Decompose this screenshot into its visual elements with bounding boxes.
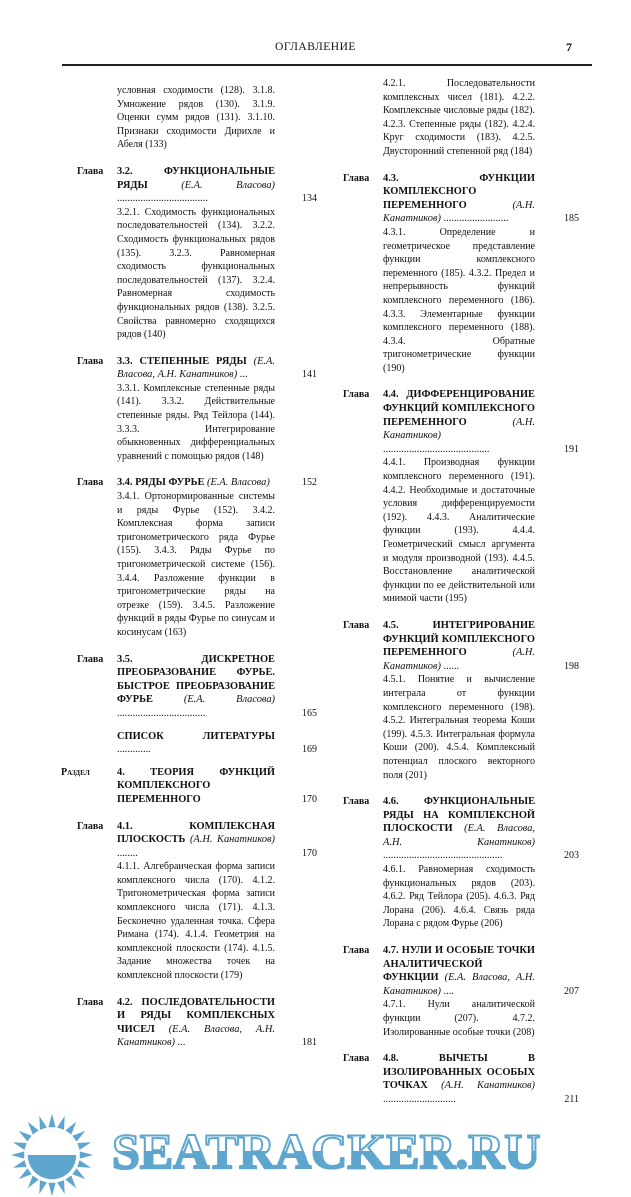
sun-ray [57, 1180, 65, 1194]
toc-entry-title: 4.6. ФУНКЦИОНАЛЬНЫЕ РЯДЫ НА КОМПЛЕКСНОЙ ПЛОСКОСТИ [383, 796, 535, 835]
dot-leader: .............................................. [383, 850, 503, 862]
toc-entry-details: условная сходимости (128). 3.1.8. Умножение рядов (130). 3.1.9. Оценки сумм рядов (131). 3.1.10. Признаки сходимости Дирихле и Абеля (133) [117, 85, 275, 151]
toc-entry [61, 766, 317, 807]
page-number: 7 [566, 40, 572, 54]
sun-ray [65, 1175, 76, 1188]
toc-entry-heading [383, 944, 579, 998]
toc-entry-label: Глава [77, 355, 104, 367]
sun-ray [77, 1142, 91, 1150]
watermark [0, 1123, 631, 1179]
toc-entry-page: 211 [564, 1093, 579, 1105]
toc-entry-authors: (А.Н. Канатников) [383, 199, 535, 225]
toc-entry-heading [383, 172, 579, 226]
dot-leader: ............................ [383, 1093, 456, 1105]
toc-entry-label: Раздел [61, 766, 90, 778]
dot-leader: ... [239, 369, 248, 381]
toc-entry [343, 388, 579, 606]
sun-ray [13, 1142, 27, 1150]
toc-entry-details: 4.3.1. Определение и геометрическое представление функции комплексного переменного (185). 4.3.2. Предел и непрерывность функций комплексного переменного (186). 4.3.3. Элементарные функции комплексного переменного (188). 4.3.4. Обратные тригонометрические функции (190) [383, 226, 535, 374]
toc-entry-page: 141 [302, 369, 317, 381]
sun-ray [19, 1131, 32, 1142]
toc-entry-details: 3.2.1. Сходимость функциональных последовательностей (134). 3.2.2. Сходимость функциональных рядов (135). 3.2.3. Равномерная сходимость функциональных последовательностей (137). 3.2.4. Равномерная сходимость функциональных рядов (138). 3.2.5. Свойства равномерно сходящихся рядов (140) [117, 206, 275, 341]
toc-entry-page: 152 [302, 477, 317, 489]
toc-entry-authors: (Е.А. Власова, А.Н. Канатников) [383, 823, 535, 848]
toc-entry-label: Глава [343, 1053, 370, 1065]
toc-entry-label: Глава [343, 619, 370, 631]
toc-entry-page: 198 [564, 660, 579, 672]
sun-ray [57, 1116, 65, 1130]
dot-leader: ........ [117, 847, 138, 859]
toc-entry-page: 203 [564, 850, 579, 862]
toc-right-column [343, 77, 579, 1107]
toc-entry-page: 170 [302, 847, 317, 859]
toc-entry-heading [117, 996, 317, 1050]
toc-entry-heading [117, 355, 317, 382]
sun-ray [28, 1122, 39, 1135]
toc-entry-heading [383, 1052, 579, 1106]
toc-entry-page: 181 [302, 1037, 317, 1049]
sun-ray [39, 1180, 47, 1194]
toc-entry [343, 795, 579, 931]
toc-entry-label: Глава [77, 820, 104, 832]
toc-entry-authors: (Е.А. Власова, А.Н. Канатников) [383, 972, 535, 997]
toc-entry-title: 3.4. РЯДЫ ФУРЬЕ [117, 477, 205, 489]
toc-entry-authors: (А.Н. Канатников) [383, 647, 535, 672]
toc-entry-heading [117, 165, 317, 206]
toc-entry-page: 185 [564, 213, 579, 225]
toc-entry-heading [383, 619, 579, 673]
toc-entry-label: Глава [77, 165, 104, 177]
toc-entry-label: Глава [343, 172, 370, 184]
toc-entry-title: 4.3. ФУНКЦИИ КОМПЛЕКСНОГО ПЕРЕМЕННОГО [383, 172, 535, 211]
toc-entry-authors: (А.Н. Канатников) [189, 834, 275, 846]
toc-entry-label: Глава [343, 389, 370, 401]
sun-icon [0, 1113, 104, 1197]
toc-entry-page: 169 [302, 744, 317, 756]
toc-entry-authors: (А.Н. Канатников) [383, 416, 535, 442]
toc-entry-page: 170 [302, 793, 317, 805]
toc-entry-details: 3.3.1. Комплексные степенные ряды (141). 3.3.2. Действительные степенные ряды. Ряд Тейлора (144). 3.3.3. Интегрирование обыкновенных дифференциальных уравнений с помощью рядов (148) [117, 382, 275, 462]
toc-entry-heading [117, 820, 317, 861]
watermark-text: SEATRACKER.RU [112, 1123, 541, 1179]
toc-entry-label: Глава [343, 945, 370, 957]
toc-entry-heading [117, 730, 317, 757]
toc-entry-title: 4.8. ВЫЧЕТЫ В ИЗОЛИРОВАННЫХ ОСОБЫХ ТОЧКАХ [383, 1053, 535, 1092]
toc-entry-page: 134 [302, 193, 317, 205]
toc-entry-title: 4. ТЕОРИЯ ФУНКЦИЙ КОМПЛЕКСНОГО ПЕРЕМЕННОГО [117, 766, 275, 805]
toc-entry-details: 3.4.1. Ортонормированные системы и ряды Фурье (152). 3.4.2. Комплексная форма записи тригонометрического ряда Фурье (155). 3.4.3. Ряды Фурье по тригонометрической системе (156). 3.4.4. Разложение функции в тригонометрические ряды на отрезке (159). 3.4.5. Разложение функций в ряды Фурье по синусам и косинусам (163) [117, 491, 275, 638]
toc-entry-authors: (А.Н. Канатников) [441, 1080, 535, 1092]
toc-entry [343, 944, 579, 1039]
sun-ray [80, 1151, 93, 1158]
toc-entry-details: 4.4.1. Производная функции комплексного переменного (191). 4.4.2. Необходимые и достаточные условия дифференцируемости (192). 4.4.3. Аналитические функции (193). 4.4.4. Геометрический смысл аргумента и модуля производной (193). 4.4.5. Восстановление аналитической функции по ее действительной или мнимой части (195) [383, 457, 535, 605]
toc-entry-title: 3.5. ДИСКРЕТНОЕ ПРЕОБРАЗОВАНИЕ ФУРЬЕ. БЫСТРОЕ ПРЕОБРАЗОВАНИЕ ФУРЬЕ [117, 653, 275, 706]
toc-entry-title: 4.2. ПОСЛЕДОВАТЕЛЬНОСТИ И РЯДЫ КОМПЛЕКСНЫХ ЧИСЕЛ [117, 996, 275, 1035]
toc-entry-title: 3.2. ФУНКЦИОНАЛЬНЫЕ РЯДЫ [117, 165, 275, 191]
toc-entry [77, 820, 317, 983]
sun-ray [19, 1168, 32, 1179]
dot-leader: .... [443, 985, 454, 997]
toc-entry [117, 730, 317, 757]
toc-entry-authors: (Е.А. Власова, А.Н. Канатников) [117, 1023, 275, 1049]
sun-ray [39, 1116, 47, 1130]
toc-entry-details: 4.5.1. Понятие и вычисление интеграла от функции комплексного переменного (198). 4.5.2. Интегральная теорема Коши (199). 4.5.3. Интегральная формула Коши (200). 4.5.4. Комплексный потенциал плоского векторного поля (201) [383, 674, 535, 781]
toc-entry-label: Глава [343, 796, 370, 808]
toc-entry-title: 4.5. ИНТЕГРИРОВАНИЕ ФУНКЦИЙ КОМПЛЕКСНОГО ПЕРЕМЕННОГО [383, 619, 535, 659]
toc-entry-authors: (Е.А. Власова) [183, 694, 275, 706]
toc-entry-heading [117, 476, 317, 490]
toc-left-column [61, 84, 317, 1050]
toc-entry-page: 207 [564, 985, 579, 997]
sun-ray [48, 1114, 55, 1127]
toc-entry-page: 165 [302, 707, 317, 719]
sun-ray [11, 1151, 24, 1158]
dot-leader: ................................... [117, 193, 208, 205]
toc-entry-title: 3.3. СТЕПЕННЫЕ РЯДЫ [117, 355, 247, 367]
sun-ray [28, 1175, 39, 1188]
toc-entry-heading [117, 653, 317, 721]
running-header-title: ОГЛАВЛЕНИЕ [275, 41, 356, 53]
toc-entry [77, 165, 317, 342]
toc-entry-heading [117, 766, 317, 807]
toc-entry-details: 4.6.1. Равномерная сходимость функциональных рядов (203). 4.6.2. Ряд Тейлора (205). 4.6.3. Ряд Лорана (206). 4.6.4. Связь ряда Лорана с рядом Фурье (206) [383, 864, 535, 930]
toc-entry [77, 996, 317, 1050]
toc-entry-title: 4.4. ДИФФЕРЕНЦИРОВАНИЕ ФУНКЦИЙ КОМПЛЕКСНОГО ПЕРЕМЕННОГО [383, 389, 535, 428]
dot-leader: ......................................... [383, 443, 490, 455]
dot-leader: ............. [117, 744, 151, 756]
toc-entry [77, 355, 317, 464]
toc-entry [343, 619, 579, 782]
toc-entry-title: 4.7. НУЛИ И ОСОБЫЕ ТОЧКИ АНАЛИТИЧЕСКОЙ ФУНКЦИИ [383, 945, 535, 984]
toc-entry [77, 653, 317, 721]
sun-ray [48, 1183, 55, 1196]
header-rule [62, 64, 592, 66]
toc-entry-title: 4.1. КОМПЛЕКСНАЯ ПЛОСКОСТЬ [117, 820, 275, 846]
sun-ray [72, 1131, 85, 1142]
dot-leader: .................................. [117, 707, 206, 719]
toc-entry-label: Глава [77, 477, 104, 489]
dot-leader: ...... [443, 660, 460, 672]
sun-ray [72, 1168, 85, 1179]
dot-leader: ... [177, 1037, 186, 1049]
sun-ray [65, 1122, 76, 1135]
toc-entry-label: Глава [77, 996, 104, 1008]
toc-entry-heading [383, 388, 579, 456]
toc-entry-details: 4.7.1. Нули аналитической функции (207). 4.7.2. Изолированные особые точки (208) [383, 999, 535, 1038]
toc-entry [77, 476, 317, 639]
sun-ray [13, 1160, 27, 1168]
toc-entry-authors: (Е.А. Власова) [181, 179, 275, 191]
toc-entry [343, 1052, 579, 1106]
sun-ray [77, 1160, 91, 1168]
toc-entry-authors: (Е.А. Власова) [206, 477, 270, 489]
toc-entry-label: Глава [77, 653, 104, 665]
toc-entry [343, 172, 579, 376]
toc-entry-details: 4.1.1. Алгебраическая форма записи комплексного числа (170). 4.1.2. Тригонометрическая форма записи комплексного числа (171). 4.1.3. Бесконечно удаленная точка. Сфера Римана (174). 4.1.4. Геометрия на комплексной плоскости (174). 4.1.5. Задание множества точек на комплексной плоскости (179) [117, 861, 275, 982]
toc-entry-details: 4.2.1. Последовательности комплексных чисел (181). 4.2.2. Комплексные числовые ряды (182). 4.2.3. Степенные ряды (182). 4.2.4. Круг сходимости (183). 4.2.5. Двусторонний степенной ряд (184) [383, 78, 535, 157]
dot-leader: ......................... [443, 213, 509, 225]
toc-entry-authors: (Е.А. Власова, А.Н. Канатников) [117, 355, 275, 381]
toc-entry-title: СПИСОК ЛИТЕРАТУРЫ [117, 730, 275, 742]
toc-entry-page: 191 [564, 443, 579, 455]
toc-entry-heading [383, 795, 579, 863]
